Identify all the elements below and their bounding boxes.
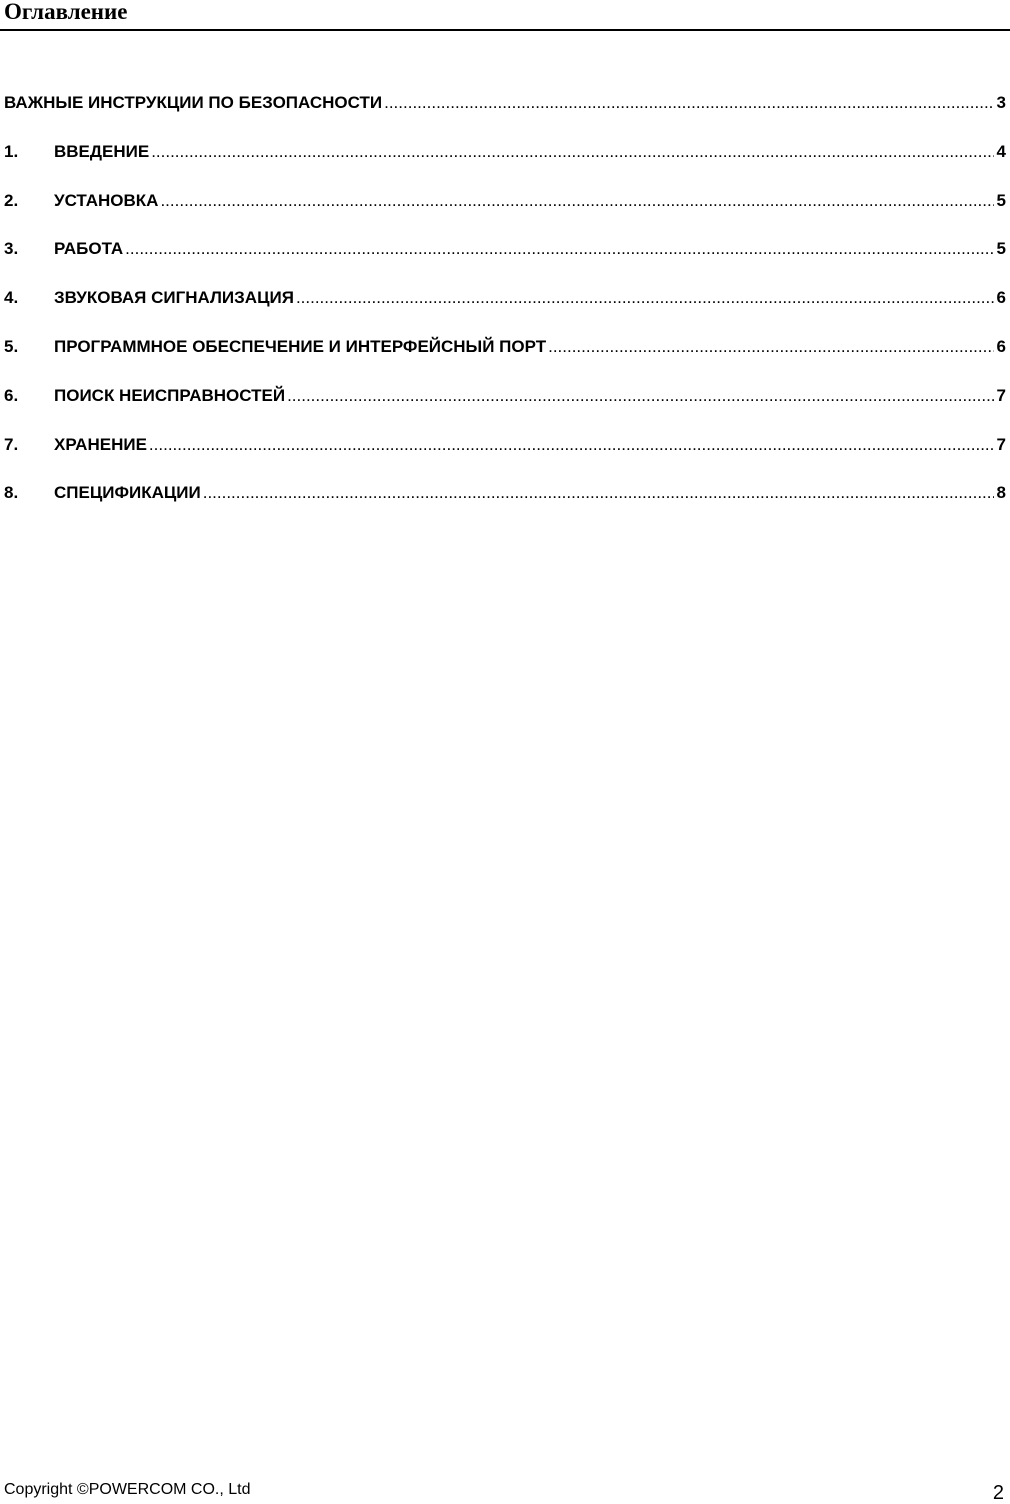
toc-dot-leader — [548, 337, 993, 357]
toc-entry-page: 6 — [996, 288, 1006, 308]
toc-entry-number: 8. — [4, 483, 19, 503]
toc-entry-title: УСТАНОВКА — [54, 190, 159, 210]
toc-entry-page: 3 — [996, 93, 1006, 112]
toc-entry-storage[interactable] — [4, 406, 1006, 455]
toc-entry-page: 8 — [996, 483, 1006, 503]
toc-entry-installation[interactable] — [4, 162, 1006, 211]
toc-entry-title: ВАЖНЫЕ ИНСТРУКЦИИ ПО БЕЗОПАСНОСТИ — [4, 93, 383, 112]
toc-entry-title: ПРОГРАММНОЕ ОБЕСПЕЧЕНИЕ И ИНТЕРФЕЙСНЫЙ ПОРТ — [54, 336, 547, 356]
toc-entry-number: 6. — [4, 385, 19, 405]
toc-entry-operation[interactable] — [4, 211, 1006, 260]
footer-copyright: Copyright ©POWERCOM CO., Ltd — [4, 1481, 251, 1498]
toc-dot-leader — [149, 435, 994, 455]
title-divider — [0, 29, 1010, 31]
toc-entry-page: 7 — [996, 385, 1006, 405]
page-title: Оглавление — [4, 0, 128, 24]
toc-entry-number: 1. — [4, 141, 19, 161]
toc-dot-leader — [151, 142, 993, 162]
toc-entry-troubleshooting[interactable] — [4, 357, 1006, 406]
toc-entry-introduction[interactable] — [4, 113, 1006, 162]
toc-entry-number: 5. — [4, 336, 19, 356]
toc-entry-page: 4 — [996, 141, 1006, 161]
toc-dot-leader — [287, 386, 993, 406]
toc-entry-audible-alarm[interactable] — [4, 259, 1006, 308]
toc-entry-title: ЗВУКОВАЯ СИГНАЛИЗАЦИЯ — [54, 288, 294, 308]
toc-entry-title: ХРАНЕНИЕ — [54, 434, 147, 454]
toc-dot-leader — [296, 288, 994, 308]
footer-page-number: 2 — [992, 1482, 1004, 1504]
toc-entry-number: 7. — [4, 434, 19, 454]
toc-entry-page: 6 — [996, 336, 1006, 356]
toc-entry-title: РАБОТА — [54, 239, 124, 259]
toc-entry-safety[interactable] — [4, 93, 1006, 113]
toc-entry-specifications[interactable] — [4, 455, 1006, 504]
toc-entry-page: 5 — [996, 239, 1006, 259]
toc-entry-title: ПОИСК НЕИСПРАВНОСТЕЙ — [54, 385, 286, 405]
toc-entry-title: СПЕЦИФИКАЦИИ — [54, 483, 201, 503]
toc-entry-page: 7 — [996, 434, 1006, 454]
toc-entry-number: 4. — [4, 288, 19, 308]
table-of-contents — [4, 93, 1006, 503]
toc-dot-leader — [160, 191, 993, 211]
toc-entry-number: 3. — [4, 239, 19, 259]
toc-dot-leader — [125, 239, 993, 259]
toc-entry-page: 5 — [996, 190, 1006, 210]
toc-entry-software-interface[interactable] — [4, 308, 1006, 357]
toc-entry-number: 2. — [4, 190, 19, 210]
toc-dot-leader — [203, 483, 994, 503]
toc-dot-leader — [384, 93, 993, 113]
toc-entry-title: ВВЕДЕНИЕ — [54, 141, 150, 161]
